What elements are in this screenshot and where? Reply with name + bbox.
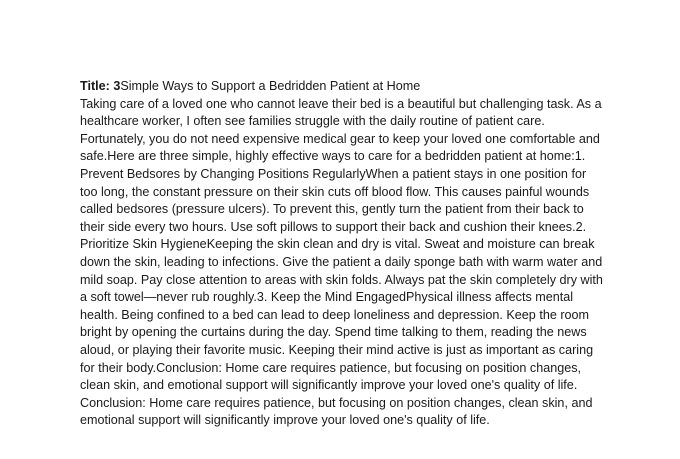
document-body <box>80 78 605 430</box>
title-label: Title: 3 <box>80 79 121 93</box>
body-paragraph: Taking care of a loved one who cannot leave their bed is a beautiful but challenging task. As a healthcare worker, I often see families struggle with the daily routine of patient care. Fortunately, you do not need expensive medical gear to keep your loved one comfortable and safe.Here are three simple, highly effective ways to care for a bedridden patient at home:1. Prevent Bedsores by Changing Positions RegularlyWhen a patient stays in one position for too long, the constant pressure on their skin cuts off blood flow. This causes painful wounds called bedsores (pressure ulcers). To prevent this, gently turn the patient from their back to their side every two hours. Use soft pillows to support their back and cushion their knees.2. Prioritize Skin HygieneKeeping the skin clean and dry is vital. Sweat and moisture can break down the skin, leading to infections. Give the patient a daily sponge bath with warm water and mild soap. Pay close attention to areas with skin folds. Always pat the skin completely dry with a soft towel—never rub roughly.3. Keep the Mind EngagedPhysical illness affects mental health. Being confined to a bed can lead to deep loneliness and depression. Keep the room bright by opening the curtains during the day. Spend time talking to them, reading the news aloud, or playing their favorite music. Keeping their mind active is just as important as caring for their body.Conclusion: Home care requires patience, but focusing on position changes, clean skin, and emotional support will significantly improve your loved one's quality of life. <box>80 96 603 393</box>
title-text: Simple Ways to Support a Bedridden Patient at Home <box>120 79 421 93</box>
title-line <box>80 78 605 96</box>
conclusion-paragraph: Conclusion: Home care requires patience, but focusing on position changes, clean skin, and emotional support will significantly improve your loved one's quality of life. <box>80 395 593 428</box>
